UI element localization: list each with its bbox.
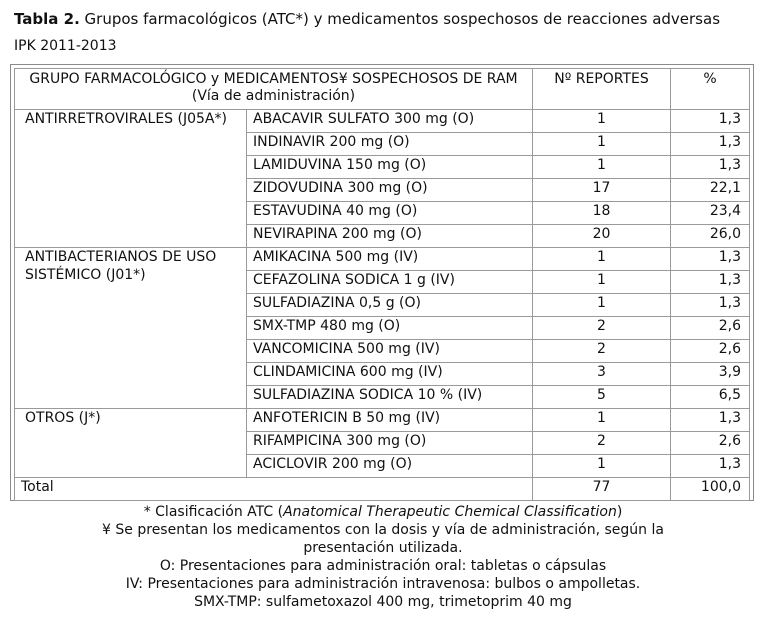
drug-cell: SULFADIAZINA SODICA 10 % (IV) [246, 385, 532, 408]
drug-cell: CLINDAMICINA 600 mg (IV) [246, 362, 532, 385]
reports-cell: 17 [532, 178, 670, 201]
table-caption [14, 10, 720, 28]
table-row [14, 109, 750, 132]
reports-cell: 2 [532, 431, 670, 454]
drug-cell: ACICLOVIR 200 mg (O) [246, 454, 532, 477]
percent-cell: 2,6 [670, 431, 750, 454]
reports-cell: 1 [532, 155, 670, 178]
reports-cell: 18 [532, 201, 670, 224]
header-percent: % [670, 68, 750, 109]
percent-cell: 1,3 [670, 270, 750, 293]
percent-cell: 1,3 [670, 132, 750, 155]
drug-cell: SMX-TMP 480 mg (O) [246, 316, 532, 339]
percent-cell: 1,3 [670, 454, 750, 477]
percent-cell: 3,9 [670, 362, 750, 385]
reports-cell: 2 [532, 316, 670, 339]
total-percent: 100,0 [670, 477, 750, 501]
reports-cell: 2 [532, 339, 670, 362]
header-group: GRUPO FARMACOLÓGICO y MEDICAMENTOS¥ SOSPECHOSOS DE RAM (Vía de administración) [14, 68, 532, 109]
drug-cell: VANCOMICINA 500 mg (IV) [246, 339, 532, 362]
footnotes [0, 503, 766, 611]
reports-cell: 1 [532, 408, 670, 431]
footnote-oral: O: Presentaciones para administración oral: tabletas o cápsulas [159, 558, 607, 574]
group-name: ANTIRRETROVIRALES (J05A*) [14, 109, 246, 247]
footnote-iv: IV: Presentaciones para administración intravenosa: bulbos o ampolletas. [125, 576, 641, 592]
reports-cell: 5 [532, 385, 670, 408]
drug-cell: SULFADIAZINA 0,5 g (O) [246, 293, 532, 316]
drug-cell: INDINAVIR 200 mg (O) [246, 132, 532, 155]
drug-cell: AMIKACINA 500 mg (IV) [246, 247, 532, 270]
table-row [14, 247, 750, 270]
group-name: OTROS (J*) [14, 408, 246, 477]
footnote-dose-2: presentación utilizada. [303, 540, 463, 556]
total-row [14, 477, 750, 501]
percent-cell: 1,3 [670, 247, 750, 270]
drug-cell: ZIDOVUDINA 300 mg (O) [246, 178, 532, 201]
adverse-reactions-table [14, 68, 750, 501]
reports-cell: 1 [532, 454, 670, 477]
reports-cell: 1 [532, 270, 670, 293]
drug-cell: LAMIDUVINA 150 mg (O) [246, 155, 532, 178]
percent-cell: 2,6 [670, 316, 750, 339]
footnote-atc: * Clasificación ATC (Anatomical Therapeutic Chemical Classification) [143, 504, 623, 520]
percent-cell: 22,1 [670, 178, 750, 201]
reports-cell: 1 [532, 109, 670, 132]
caption-label: Tabla 2. [14, 10, 80, 28]
percent-cell: 1,3 [670, 408, 750, 431]
percent-cell: 26,0 [670, 224, 750, 247]
header-reports: Nº REPORTES [532, 68, 670, 109]
drug-cell: ANFOTERICIN B 50 mg (IV) [246, 408, 532, 431]
percent-cell: 23,4 [670, 201, 750, 224]
percent-cell: 1,3 [670, 155, 750, 178]
drug-cell: ESTAVUDINA 40 mg (O) [246, 201, 532, 224]
percent-cell: 1,3 [670, 109, 750, 132]
reports-cell: 20 [532, 224, 670, 247]
drug-cell: ABACAVIR SULFATO 300 mg (O) [246, 109, 532, 132]
group-name: ANTIBACTERIANOS DE USO SISTÉMICO (J01*) [14, 247, 246, 408]
percent-cell: 6,5 [670, 385, 750, 408]
reports-cell: 1 [532, 293, 670, 316]
drug-cell: CEFAZOLINA SODICA 1 g (IV) [246, 270, 532, 293]
reports-cell: 3 [532, 362, 670, 385]
reports-cell: 1 [532, 132, 670, 155]
reports-cell: 1 [532, 247, 670, 270]
drug-cell: NEVIRAPINA 200 mg (O) [246, 224, 532, 247]
percent-cell: 2,6 [670, 339, 750, 362]
footnote-dose-1: ¥ Se presentan los medicamentos con la dosis y vía de administración, según la [102, 522, 664, 538]
table-row [14, 408, 750, 431]
total-reports: 77 [532, 477, 670, 501]
caption-text: Grupos farmacológicos (ATC*) y medicamentos sospechosos de reacciones adversas [79, 10, 721, 28]
footnote-smx: SMX-TMP: sulfametoxazol 400 mg, trimetoprim 40 mg [194, 594, 572, 610]
caption-subtitle: IPK 2011-2013 [14, 38, 117, 54]
drug-cell: RIFAMPICINA 300 mg (O) [246, 431, 532, 454]
percent-cell: 1,3 [670, 293, 750, 316]
total-label: Total [14, 477, 532, 501]
header-row [14, 68, 750, 109]
